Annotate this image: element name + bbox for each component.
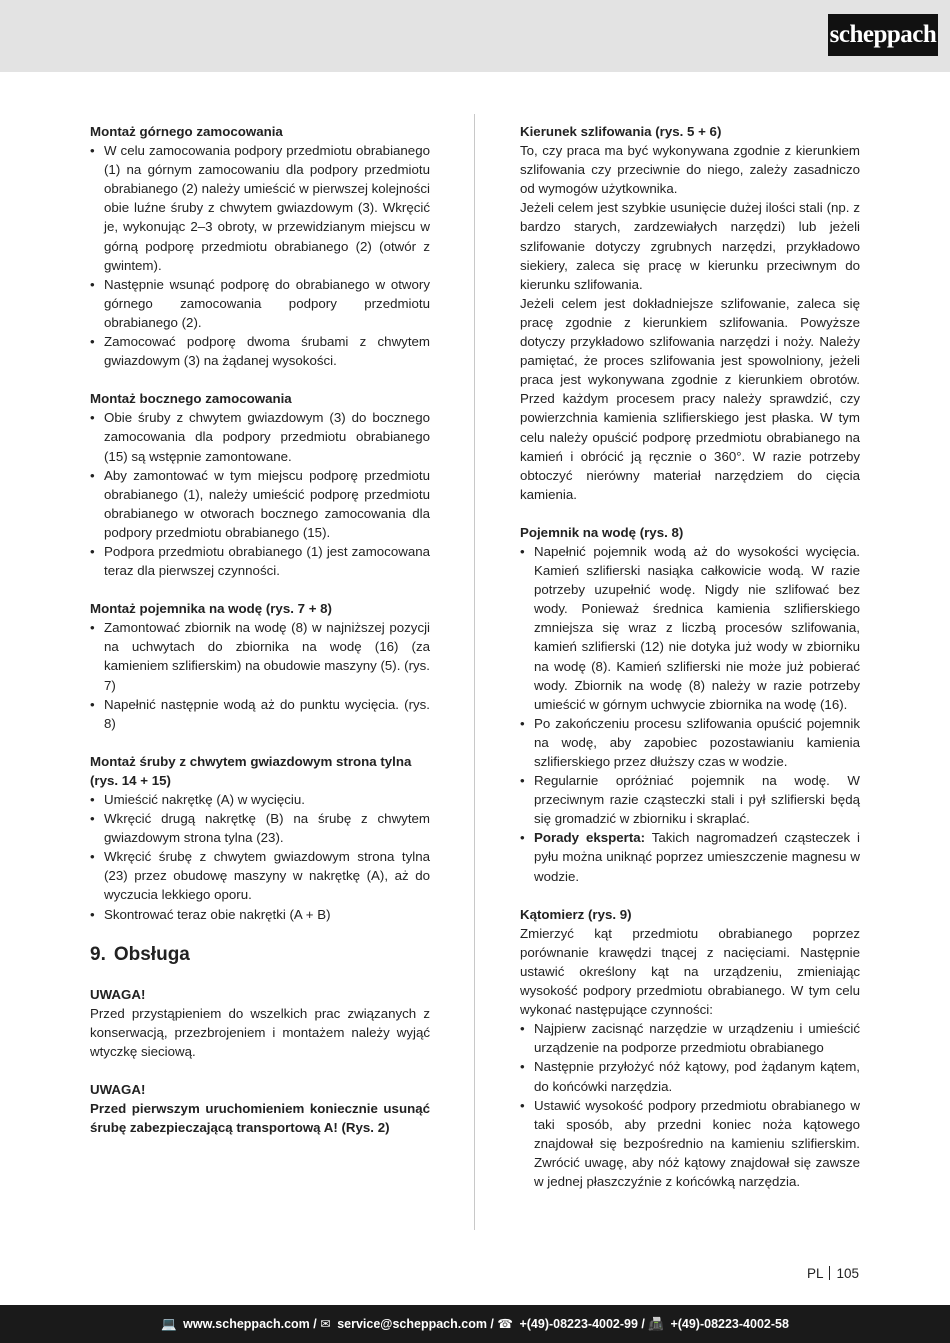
fax-icon: 📠 — [648, 1317, 664, 1331]
page-number-value: 105 — [836, 1266, 859, 1281]
page-header — [0, 0, 950, 72]
list-item: • Następnie wsunąć podporę do obrabianego w otwory górnego zamocowania podpory przedmiotu obrabianego (2). — [90, 275, 430, 332]
warning-block — [90, 985, 430, 1061]
list-item: • Napełnić pojemnik wodą aż do wysokości wycięcia. Kamień szlifierski nasiąka całkowicie wodą. W razie potrzeby uzupełnić wodę. Nigdy nie szlifować bez wody. Ponieważ średnica kamienia szlifierskiego zmniejsza się wraz z liczbą procesów szlifowania, kamień szlifierski (12) nie dotyka już wody w zbiorniku na wodę (8). Kamień szlifierski nie może już pobierać wody. Zbiornik na wodę (8) należy w razie potrzeby umieścić w górnym uchwycie zbiornika na wodę (16). — [520, 542, 860, 714]
section-heading: Montaż górnego zamocowania — [90, 124, 283, 139]
section-water-tank — [520, 523, 860, 886]
bullet-list — [90, 618, 430, 733]
list-item: • Najpierw zacisnąć narzędzie w urządzeniu i umieścić urządzenie na podporze przedmiotu obrabianego — [520, 1019, 860, 1057]
list-item: • Umieścić nakrętkę (A) w wycięciu. — [90, 790, 430, 809]
page-footer — [0, 1305, 950, 1343]
chapter-number: 9. — [90, 943, 106, 965]
list-item: • Zamontować zbiornik na wodę (8) w najniższej pozycji na uchwytach do zbiornika na wodę (16) (za kamieniem szlifierskim) na obudowie maszyny (5). (rys. 7) — [90, 618, 430, 694]
scheppach-logo: scheppach — [828, 14, 938, 56]
paragraph: Jeżeli celem jest szybkie usunięcie dużej ilości stali (np. z bardzo starych, zardzewiałych narzędzi) lub jeżeli szlifowanie dotyczy zgrubnych narzędzi, przykładowo siekiery, zaleca się pracę w kierunku przeciwnym do kierunku szlifowania. — [520, 200, 860, 292]
column-divider — [474, 114, 475, 1230]
list-item: • Ustawić wysokość podpory przedmiotu obrabianego w taki sposób, aby przedni koniec noża kątowego znajdował się bezpośrednio na kamieniu szlifierskim. Zwrócić uwagę, aby nóż kątowy znajdował się zawsze w jednej płaszczyźnie z końcówką narzędzia. — [520, 1096, 860, 1191]
section-heading: Kątomierz (rys. 9) — [520, 906, 632, 922]
expert-tip — [520, 828, 860, 885]
section-heading: Kierunek szlifowania (rys. 5 + 6) — [520, 124, 722, 139]
warning-text: Przed przystąpieniem do wszelkich prac związanych z konserwacją, przezbrojeniem i montażem należy wyjąć wtyczkę sieciową. — [90, 1005, 430, 1059]
page-number — [807, 1265, 859, 1283]
bullet-list — [90, 141, 430, 370]
page-language: PL — [806, 1266, 824, 1281]
section-heading: Montaż pojemnika na wodę (rys. 7 + 8) — [90, 601, 332, 617]
list-item: • Zamocować podporę dwoma śrubami z chwytem gwiazdowym (3) na żądanej wysokości. — [90, 332, 430, 370]
list-item: • Napełnić następnie wodą aż do punktu wycięcia. (rys. 8) — [90, 695, 430, 733]
warning-block — [90, 1080, 430, 1137]
paragraph: To, czy praca ma być wykonywana zgodnie z kierunkiem szlifowania czy przeciwnie do niego, zależy zasadniczo od wymogów użytkownika. — [520, 143, 860, 197]
bullet-list — [90, 790, 430, 924]
list-item: • Wkręcić śrubę z chwytem gwiazdowym strona tylna (23) przez obudowę maszyny w nakrętkę (A), aż do wyczucia lekkiego oporu. — [90, 847, 430, 904]
footer-phone: +(49)-08223-4002-99 / — [519, 1317, 645, 1331]
chapter-heading — [90, 943, 430, 967]
list-item: • Wkręcić drugą nakrętkę (B) na śrubę z chwytem gwiazdowym strona tylna (23). — [90, 809, 430, 847]
section-side-mount — [90, 389, 430, 580]
page-number-separator — [829, 1266, 830, 1280]
warning-title: UWAGA! — [90, 1082, 146, 1098]
section-heading: Montaż śruby z chwytem gwiazdowym strona tylna (rys. 14 + 15) — [90, 753, 412, 788]
paragraph: Zmierzyć kąt przedmiotu obrabianego poprzez porównanie krawędzi tnącej z nacięciami. Następnie ustawić określony kąt na urządzeniu, zmieniając wysokość podpory przedmiotu obrabianego. W tym celu wykonać następujące czynności: — [520, 925, 860, 1018]
expert-tip-label: Porady eksperta: — [534, 830, 646, 846]
bullet-list — [90, 408, 430, 580]
paragraph: Jeżeli celem jest dokładniejsze szlifowanie, zaleca się pracę zgodnie z kierunkiem szlifowania. Powyższe dotyczy przykładowo szlifowania narzędzi i noży. Należy pamiętać, że proces szlifowania jest spowolniony, jeżeli praca jest wykonywana zgodnie z kierunkiem obrotów. Przed każdym procesem pracy należy sprawdzić, czy powierzchnia kamienia szlifierskiego jest płaska. W tym celu należy opuścić podporę przedmiotu obrabianego na kamień i obrócić ją ręcznie o 360°. W razie potrzeby obtoczyć nierówny materiał narzędziem do cięcia kamienia. — [520, 295, 860, 502]
phone-icon: ☎ — [497, 1317, 513, 1331]
warning-title: UWAGA! — [90, 986, 146, 1002]
list-item: • Następnie przyłożyć nóż kątowy, pod żądanym kątem, do końcówki narzędzia. — [520, 1057, 860, 1095]
warning-text: Przed pierwszym uruchomieniem koniecznie usunąć śrubę zabezpieczającą transportową A! (Rys. 2) — [90, 1101, 430, 1136]
section-protractor — [520, 905, 860, 1191]
footer-email: service@scheppach.com / — [337, 1317, 494, 1331]
chapter-title: Obsługa — [113, 943, 190, 965]
section-water-tank-mount — [90, 599, 430, 733]
bullet-list — [520, 1019, 860, 1191]
list-item: • Skontrować teraz obie nakrętki (A + B) — [90, 905, 430, 924]
bullet-list — [520, 542, 860, 886]
section-grinding-direction — [520, 122, 860, 504]
section-star-screw-mount — [90, 752, 430, 924]
list-item: • Regularnie opróżniać pojemnik na wodę. W przeciwnym razie cząsteczki stali i pył szlifierski będą się gromadzić w zbiorniku i skraplać. — [520, 771, 860, 828]
computer-icon: 💻 — [161, 1317, 177, 1331]
list-item: • Podpora przedmiotu obrabianego (1) jest zamocowana teraz dla pierwszej czynności. — [90, 542, 430, 580]
list-item: • Po zakończeniu procesu szlifowania opuścić pojemnik na wodę, aby zapobiec pozostawianiu kamienia szlifierskiego przez dłuższy czas w wodzie. — [520, 714, 860, 771]
section-heading: Pojemnik na wodę (rys. 8) — [520, 524, 684, 540]
section-top-mount — [90, 122, 430, 370]
list-item: • W celu zamocowania podpory przedmiotu obrabianego (1) na górnym zamocowaniu dla podpory przedmiotu obrabianego (2) należy umieścić w pierwszej kolejności obie luźne śruby z chwytem gwiazdowym (3). Wkręcić je, wykonując 2–3 obroty, w przewidzianym miejscu w górną podporę przedmiotu obrabianego (2) (otwór z gwintem). — [90, 141, 430, 275]
footer-website: www.scheppach.com / — [183, 1317, 317, 1331]
footer-fax: +(49)-08223-4002-58 — [670, 1317, 789, 1331]
mail-icon: ✉ — [320, 1317, 331, 1331]
list-item: • Obie śruby z chwytem gwiazdowym (3) do bocznego zamocowania dla podpory przedmiotu obrabianego (15) są wstępnie zamontowane. — [90, 408, 430, 465]
expert-tip-text: Takich nagromadzeń cząsteczek i pyłu można uniknąć poprzez umieszczenie magnesu w wodzie. — [534, 830, 861, 884]
list-item: • Aby zamontować w tym miejscu podporę przedmiotu obrabianego (1), należy umieścić podporę przedmiotu obrabianego w otworach bocznego zamocowania dla podpory przedmiotu obrabianego (15). — [90, 466, 430, 542]
right-column — [520, 122, 860, 1210]
section-heading: Montaż bocznego zamocowania — [90, 391, 292, 407]
left-column — [90, 122, 430, 1156]
